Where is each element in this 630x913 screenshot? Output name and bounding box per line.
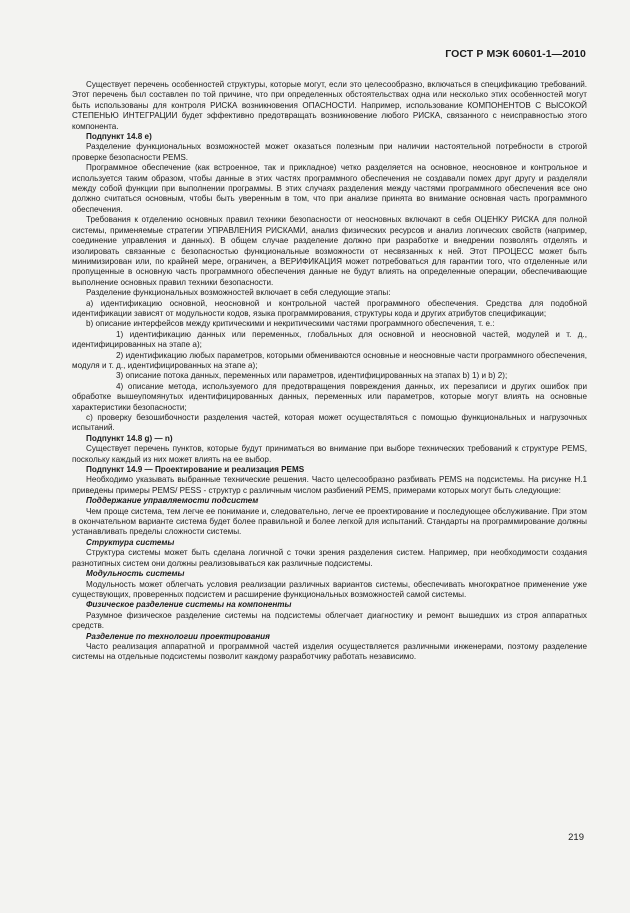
- paragraph: Разделение функциональных возможностей может оказаться полезным при наличии настоятельной потребности в строгой проверке безопасности PEMS.: [72, 142, 587, 162]
- paragraph: Необходимо указывать выбранные технические решения. Часто целесообразно разбивать PEMS на подсистемы. На рисунке Н.1 приведены примеры PEMS/ PESS - структур с различным числом разбиений PEMS, примерами которых могут быть следующие:: [72, 475, 587, 495]
- paragraph: Структура системы может быть сделана логичной с точки зрения разделения систем. Например, при необходимости создания разнотипных систем они должны реализовываться как различные подсистемы.: [72, 548, 587, 568]
- standard-code-header: ГОСТ Р МЭК 60601-1—2010: [445, 48, 586, 60]
- list-item: b) описание интерфейсов между критическими и некритическими частями программного обеспечения, т. е.:: [86, 319, 495, 329]
- section-heading: Подпункт 14.9 — Проектирование и реализация PEMS: [86, 465, 305, 475]
- paragraph: Разумное физическое разделение системы на подсистемы облегчает диагностику и ремонт вышедших из строя аппаратных средств.: [72, 610, 587, 631]
- sub-list-item: 1) идентификацию данных или переменных, глобальных для основной и неосновной частей, модулей и т. д., идентифицированных на этапе а);: [72, 329, 587, 350]
- subsection-heading: Модульность системы: [86, 569, 185, 579]
- paragraph: Требования к отделению основных правил техники безопасности от неосновных включают в себя ОЦЕНКУ РИСКА для полной системы, применяемые стратегии УПРАВЛЕНИЯ РИСКАМИ, анализ физических ресурсов и анализ логических свойств (например, соединение управления и данных). В общем случае разделение должно при разработке и внедрении позволять отделять и изолировать связанные с безопасностью функциональные возможности от несвязанных к ней. Этот ПРОЦЕСС может быть минимизирован или, по крайней мере, ограничен, а ВЕРИФИКАЦИЯ может потребоваться для гарантии того, что отделенные или пропущенные в основную часть программного обеспечения данные не будут влиять на определенные операции, обеспечивающие выполнение основных правил техники безопасности.: [72, 215, 587, 287]
- subsection-heading: Структура системы: [86, 537, 175, 547]
- sub-list-item: 2) идентификацию любых параметров, которыми обмениваются основные и неосновные части программного обеспечения, модуля и т. д., идентифицированных на этапе а);: [72, 350, 587, 370]
- subsection-heading: Разделение по технологии проектирования: [86, 631, 270, 641]
- sub-list-item: 3) описание потока данных, переменных или параметров, идентифицированных на этапах b) 1) и b) 2);: [116, 371, 508, 381]
- section-heading: Подпункт 14.8 g) — n): [86, 433, 173, 443]
- subsection-heading: Поддержание управляемости подсистем: [86, 496, 259, 506]
- paragraph: Чем проще система, тем легче ее понимание и, следовательно, легче ее проектирование и последующее обслуживание. При этом в окончательном варианте система будет более правильной и более легкой для испытаний. Стандарты на программирование должны устанавливать пределы сложности системы.: [72, 506, 587, 537]
- sub-list-item: 4) описание метода, используемого для предотвращения повреждения данных, их перезаписи и других ошибок при обработке вышеупомянутых идентифицированных данных, переменных или параметров, которые могут влиять на основные характеристики безопасности;: [72, 381, 587, 412]
- paragraph: Существует перечень пунктов, которые будут приниматься во внимание при выборе технических требований к структуре PEMS, поскольку каждый из них может влиять на ее выбор.: [72, 444, 587, 464]
- paragraph: Модульность может облегчать условия реализации различных вариантов системы, обеспечивать многократное применение уже существующих, проверенных подсистем и расширение функциональных возможностей самой системы.: [72, 579, 587, 599]
- subsection-heading: Физическое разделение системы на компоненты: [86, 600, 292, 610]
- list-item: с) проверку безошибочности разделения частей, которая может осуществляться с помощью функциональных и нагрузочных испытаний.: [72, 413, 587, 433]
- paragraph: Разделение функциональных возможностей включает в себя следующие этапы:: [86, 288, 391, 298]
- paragraph: Часто реализация аппаратной и программной частей изделия осуществляется различными инженерами, поэтому разделение системы на отдельные подсистемы позволит каждому разработчику работать независимо.: [72, 641, 587, 662]
- page-number: 219: [568, 832, 584, 843]
- page-content: [72, 80, 587, 663]
- paragraph: Программное обеспечение (как встроенное, так и прикладное) четко разделяется на основное, неосновное и контрольное и используется таким образом, чтобы данные в этих частях программного обеспечения не создавали помех друг другу и разделяли между собой функции при выполнении программы. В этих случаях разделения между частями программного обеспечения все оно должно считаться основным, чтобы быть уверенным в том, что при анализе принята во внимание основная часть программного обеспечения.: [72, 163, 587, 214]
- section-heading: Подпункт 14.8 е): [86, 132, 152, 142]
- list-item: а) идентификацию основной, неосновной и контрольной частей программного обеспечения. Средства для подобной идентификации зависят от модульности кодов, языка программирования, структуры кода и других атрибутов спецификации;: [72, 298, 587, 318]
- paragraph: Существует перечень особенностей структуры, которые могут, если это целесообразно, включаться в спецификацию требований. Этот перечень был составлен по той причине, что при определенных обстоятельствах одна или несколько этих особенностей могут быть использованы для контроля РИСКА возникновения ОПАСНОСТИ. Например, использование КОМПОНЕНТОВ С ВЫСОКОЙ СТЕПЕНЬЮ ИНТЕГРАЦИИ будет эффективно предотвращать возникновение любого РИСКА, связанного с неисправностью этого компонента.: [72, 80, 587, 131]
